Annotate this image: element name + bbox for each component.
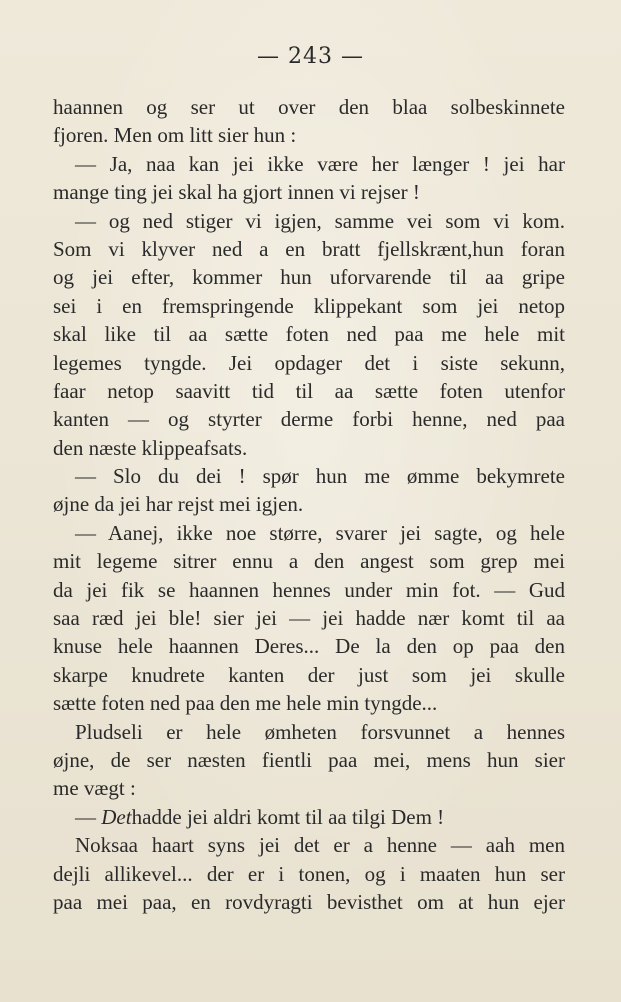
text-line: fjoren. Men om litt sier hun : [53, 123, 297, 148]
text-line: Noksaa haart syns jei det er a henne — aah men [75, 833, 565, 858]
text-line: — og ned stiger vi igjen, samme vei som vi kom. [75, 208, 565, 233]
text-line: øjne, de ser næsten fientli paa mei, mens hun sier [53, 747, 565, 772]
emphasized-word: Det [101, 804, 132, 829]
text-line: faar netop saavitt tid til aa sætte foten utenfor [53, 378, 565, 403]
text-line: skarpe knudrete kanten der just som jei skulle [53, 662, 565, 687]
text-line: Som vi klyver ned a en bratt fjellskrænt,hun foran [53, 236, 565, 261]
text-line: legemes tyngde. Jei opdager det i siste sekunn, [53, 350, 565, 375]
body-text [53, 93, 565, 916]
text-line: knuse hele haannen Deres... De la den op paa den [53, 634, 565, 659]
text-line: — Slo du dei ! spør hun me ømme bekymrete [75, 464, 565, 489]
page-number: — 243 — [257, 44, 364, 69]
text-line: haannen og ser ut over den blaa solbeskinnete [53, 95, 565, 119]
text-line: den næste klippeafsats. [53, 435, 248, 460]
dialogue-dash: — [75, 804, 102, 829]
text-line: — Aanej, ikke noe større, svarer jei sagte, og hele [75, 520, 565, 545]
text-line: kanten — og styrter derme forbi henne, ned paa [53, 407, 565, 432]
text-line: mange ting jei skal ha gjort innen vi rejser ! [53, 180, 420, 205]
text-line: skal like til aa sætte foten ned paa me hele mit [53, 322, 565, 347]
text-line: mit legeme sitrer ennu a den angest som grep mei [53, 549, 565, 574]
text-line: sei i en fremspringende klippekant som jei netop [53, 293, 565, 318]
text-line: øjne da jei har rejst mei igjen. [53, 492, 304, 517]
text-line: da jei fik se haannen hennes under min fot. — Gud [53, 577, 565, 602]
text-line: paa mei paa, en rovdyragti bevisthet om at hun ejer [53, 889, 565, 914]
text-line: me vægt : [53, 776, 136, 801]
text-line: dejli allikevel... der er i tonen, og i maaten hun ser [53, 861, 565, 886]
text-line: saa ræd jei ble! sier jei — jei hadde nær komt til aa [53, 606, 565, 631]
text-line [53, 803, 565, 831]
text-line: og jei efter, kommer hun uforvarende til aa gripe [53, 265, 565, 290]
text-line-rest: hadde jei aldri komt til aa tilgi Dem ! [131, 804, 445, 829]
text-line: — Ja, naa kan jei ikke være her længer ! jei har [75, 151, 565, 176]
text-line: Pludseli er hele ømheten forsvunnet a hennes [75, 719, 565, 744]
text-line: sætte foten ned paa den me hele min tyngde... [53, 691, 438, 716]
